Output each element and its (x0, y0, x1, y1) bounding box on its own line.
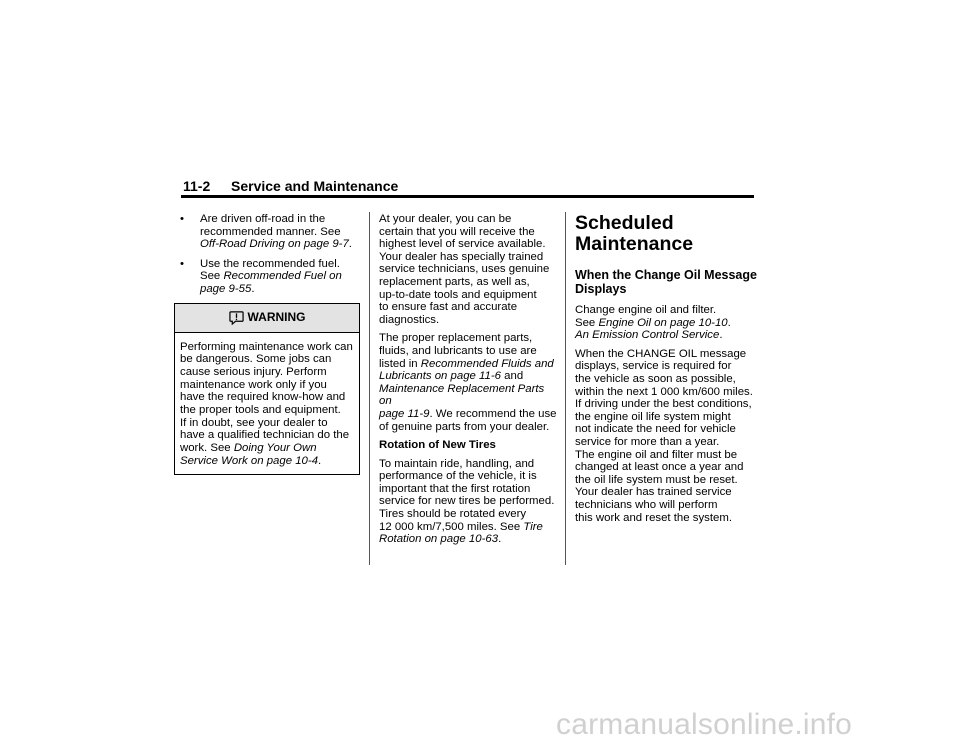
paragraph: When the CHANGE OIL message displays, service is required for the vehicle as soon as possible, within the next 1 000 km/600 miles. If driving under the best conditions, the engine oil life system might not indicate the need for vehicle service for more than a year. The engine oil and filter must be changed at least once a year and the oil life system must be reset. Your dealer has trained service technicians who will perform this work and reset the system. (575, 347, 753, 524)
bullet-icon: • (180, 257, 184, 270)
section-heading: Scheduled Maintenance (575, 212, 694, 255)
page-number: 11-2 (183, 178, 211, 194)
warning-text: Performing maintenance work can be dangerous. Some jobs can cause serious injury. Perform maintenance work only if you have the required know-how and the proper tools and equipment. If in doubt, see your dealer to have a qualified technician do the work. See Doing Your Own Service Work on page 10-4. (180, 340, 353, 467)
paragraph: To maintain ride, handling, and performance of the vehicle, it is important that the first rotation service for new tires be performed. Tires should be rotated every 12 000 km/7,500 miles. See Tire Rotation on page 10-63. (379, 457, 555, 546)
column-2 (379, 213, 559, 552)
cross-reference: Recommended Fluids and (420, 357, 554, 370)
warning-icon (229, 310, 244, 325)
paragraph: At your dealer, you can be certain that you will receive the highest level of service available. Your dealer has specially trained service technicians, uses genuine replacement parts, as well as, up-to-date tools and equipment to ensure fast and accurate diagnostics. (379, 213, 550, 326)
cross-reference: Engine Oil on page 10-10 (598, 316, 728, 329)
bullet-item: • Are driven off-road in the recommended manner. See Off-Road Driving on page 9-7. (180, 213, 352, 251)
paragraph: The proper replacement parts, fluids, and lubricants to use are listed in Recommended Fluids and Lubricants on page 11-6 and Maintenance Replacement Parts on page 11-9. We recommend the use of genuine parts from your dealer. (379, 332, 557, 433)
bullet-item: • Use the recommended fuel. See Recommended Fuel on page 9-55. (180, 257, 342, 295)
column-3 (575, 213, 765, 530)
warning-title: WARNING (247, 310, 306, 325)
bullet-icon: • (180, 213, 184, 225)
cross-reference: An Emission Control Service (575, 329, 720, 342)
watermark: carmanualsonline.info (556, 708, 853, 741)
warning-header (175, 304, 359, 333)
subheading: Rotation of New Tires (379, 439, 496, 452)
cross-reference: Lubricants on page 11-6 (379, 370, 502, 383)
subheading: When the Change Oil Message Displays (575, 268, 757, 296)
header-rule (181, 195, 754, 198)
column-divider-2 (565, 212, 566, 565)
cross-reference: Service Work on page 10-4 (180, 454, 319, 467)
cross-reference: Maintenance Replacement Parts on (379, 382, 545, 408)
cross-reference: Off-Road Driving on page 9-7 (200, 238, 349, 251)
section-title: Service and Maintenance (231, 178, 399, 194)
column-1 (174, 213, 360, 475)
column-divider-1 (369, 212, 370, 565)
warning-box (174, 303, 360, 475)
cross-reference: Rotation on page 10-63 (379, 533, 499, 546)
cross-reference: page 11-9 (379, 407, 430, 420)
cross-reference: Doing Your Own (233, 442, 317, 455)
cross-reference: page 9-55 (200, 282, 252, 295)
cross-reference: Recommended Fuel on (223, 270, 342, 283)
cross-reference: Tire (523, 520, 543, 533)
paragraph: Change engine oil and filter. See Engine Oil on page 10-10. An Emission Control Service. (575, 304, 731, 342)
